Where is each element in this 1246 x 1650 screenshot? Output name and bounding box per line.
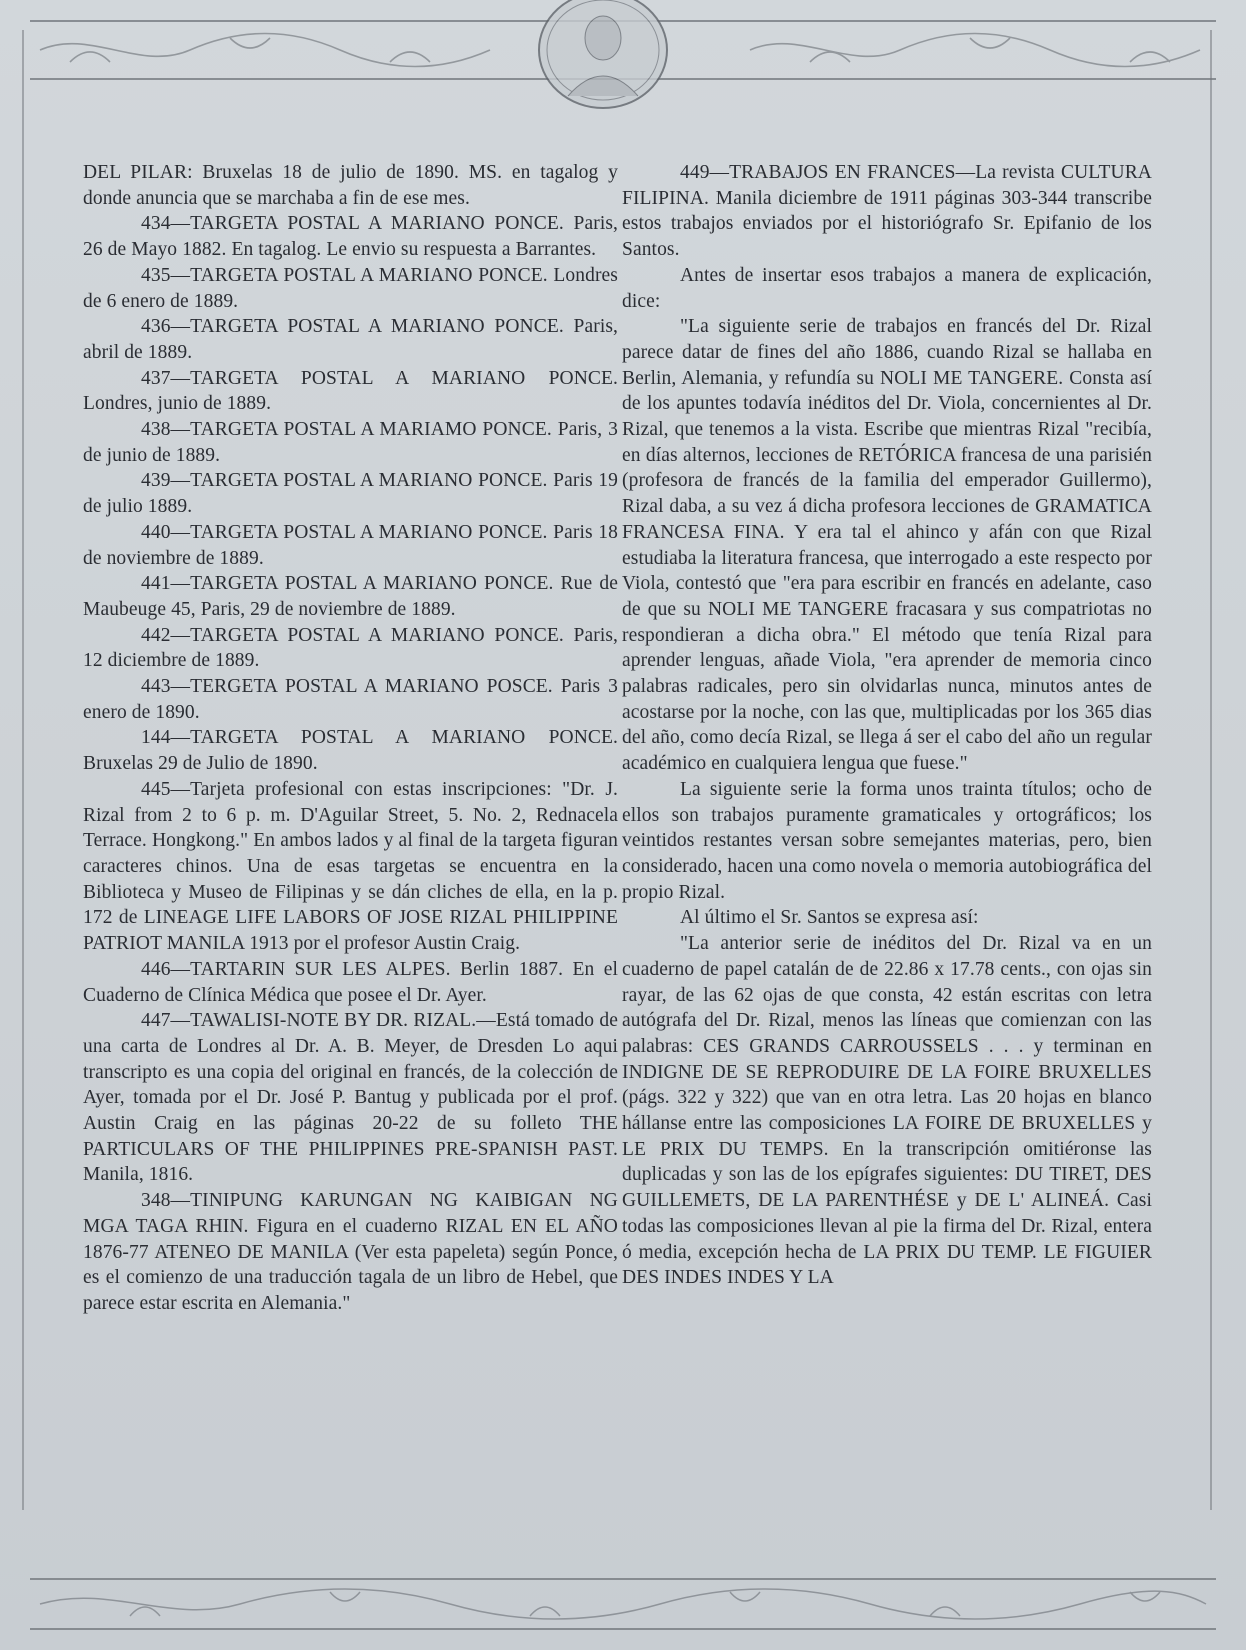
body-paragraph: La siguiente serie la forma unos trainta títulos; ocho de ellos son trabajos puramente gramaticales y ortográficos; los veintidos restantes versan sobre semejantes materias, pero, bien considerado, hacen una como novela o memoria autobiográfica del propio Rizal. (622, 778, 1152, 903)
entry-paragraph: 436—TARGETA POSTAL A MARIANO PONCE. Paris, abril de 1889. (83, 316, 618, 363)
entry-paragraph: 447—TAWALISI-NOTE BY DR. RIZAL.—Está tomado de una carta de Londres al Dr. A. B. Meyer, de Dresden Lo aqui transcripto es una copia del original en francés, de la colección de Ayer, tomada por el Dr. José P. Bantug y publicada por el prof. Austin Craig en las páginas 20-22 de su folleto THE PARTICULARS OF THE PHILIPPINES PRE-SPANISH PAST. Manila, 1816. (83, 1010, 618, 1186)
quote-paragraph: "La anterior serie de inéditos del Dr. Rizal va en un cuaderno de papel catalán de de 22.86 x 17.78 cents., con ojas sin rayar, de las 62 ojas de que consta, 42 están escritas con letra autógrafa del Dr. Rizal, menos las líneas que comienzan con las palabras: CES GRANDS CARROUSSELS . . . y terminan en INDIGNE DE SE REPRODUIRE DE LA FOIRE BRUXELLES (págs. 322 y 322) que van en otra letra. Las 20 hojas en blanco hállanse entre las composiciones LA FOIRE DE BRUXELLES y LE PRIX DU TEMPS. En la transcripción omitiéronse las duplicadas y son las de los epígrafes siguientes: DU TIRET, DES GUILLEMETS, DE LA PARENTHÉSE y DE L' ALINEÁ. Casi todas las composiciones llevan al pie la firma del Dr. Rizal, entera ó media, excepción hecha de LA PRIX DU TEMP. LE FIGUIER DES INDES INDES Y LA (622, 933, 1152, 1289)
body-paragraph: Al último el Sr. Santos se expresa así: (680, 907, 979, 929)
quote-paragraph: "La siguiente serie de trabajos en francés del Dr. Rizal parece datar de fines del año 1886, cuando Rizal se hallaba en Berlin, Alemania, y refundía su NOLI ME TANGERE. Consta así de los apuntes todavía inéditos del Dr. Viola, concernientes al Dr. Rizal, que tenemos a la vista. Escribe que mientras Rizal "recibía, en días alternos, lecciones de RETÓRICA francesa de una parisién (profesora de francés de la familia del emperador Guillermo), Rizal daba, a su vez á dicha profesora lecciones de GRAMATICA FRANCESA FINA. Y era tal el ahinco y afán con que Rizal estudiaba la literatura francesa, que interrogado a este respecto por Viola, contestó que "era para escribir en francés en adelante, caso de que su NOLI ME TANGERE fracasara y sus compatriotas no respondieran a dicha obra." El método que tenía Rizal para aprender lenguas, añade Viola, "era aprender de memoria cinco palabras radicales, pero sin olvidarlas nunca, minutos antes de acostarse por la noche, con las que, multiplicadas por los 365 dias del año, como decía Rizal, se llega á ser el cabo del año un regular académico en cualquiera lengua que fuese." (622, 316, 1152, 775)
entry-paragraph: 441—TARGETA POSTAL A MARIANO PONCE. Rue de Maubeuge 45, Paris, 29 de noviembre de 1889. (83, 573, 618, 620)
entry-paragraph: 434—TARGETA POSTAL A MARIANO PONCE. Paris, 26 de Mayo 1882. En tagalog. Le envio su respuesta a Barrantes. (83, 213, 618, 261)
entry-paragraph: DEL PILAR: Bruxelas 18 de julio de 1890. MS. en tagalog y donde anuncia que se marchaba a fin de ese mes. (83, 162, 618, 209)
entry-paragraph: 442—TARGETA POSTAL A MARIANO PONCE. Paris, 12 diciembre de 1889. (83, 624, 618, 672)
entry-paragraph: 438—TARGETA POSTAL A MARIAMO PONCE. Paris, 3 de junio de 1889. (83, 419, 618, 466)
body-paragraph: Antes de insertar esos trabajos a manera de explicación, dice: (622, 264, 1152, 312)
entry-paragraph: 439—TARGETA POSTAL A MARIANO PONCE. Paris 19 de julio 1889. (83, 470, 618, 518)
entry-paragraph: 446—TARTARIN SUR LES ALPES. Berlin 1887. En el Cuaderno de Clínica Médica que posee el Dr. Ayer. (83, 958, 618, 1006)
bottom-ornament-border (30, 1578, 1216, 1630)
entry-paragraph: 443—TERGETA POSTAL A MARIANO POSCE. Paris 3 enero de 1890. (83, 676, 618, 723)
entry-paragraph: 144—TARGETA POSTAL A MARIANO PONCE. Bruxelas 29 de Julio de 1890. (83, 727, 618, 775)
portrait-medallion (528, 0, 678, 118)
entry-paragraph: 449—TRABAJOS EN FRANCES—La revista CULTURA FILIPINA. Manila diciembre de 1911 páginas 303-344 transcribe estos trabajos enviados por el historiógrafo Sr. Epifanio de los Santos. (622, 162, 1152, 261)
left-border-line (22, 30, 24, 1510)
left-text-column (83, 160, 618, 1317)
entry-paragraph: 435—TARGETA POSTAL A MARIANO PONCE. Londres de 6 enero de 1889. (83, 264, 618, 312)
right-text-column (622, 160, 1152, 1291)
entry-paragraph: 348—TINIPUNG KARUNGAN NG KAIBIGAN NG MGA TAGA RHIN. Figura en el cuaderno RIZAL EN EL AÑO 1876-77 ATENEO DE MANILA (Ver esta papeleta) según Ponce, es el comienzo de una traducción tagala de un libro de Hebel, que parece estar escrita en Alemania." (83, 1190, 618, 1314)
leaf-ornament-icon (30, 1580, 1216, 1628)
entry-paragraph: 445—Tarjeta profesional con estas inscripciones: "Dr. J. Rizal from 2 to 6 p. m. D'Aguilar Street, 5. No. 2, Rednacela Terrace. Hongkong." En ambos lados y al final de la targeta figuran caracteres chinos. Una de esas targetas se encuentra en la Biblioteca y Museo de Filipinas y se dán cliches de ella, en la p. 172 de LINEAGE LIFE LABORS OF JOSE RIZAL PHILIPPINE PATRIOT MANILA 1913 por el profesor Austin Craig. (83, 778, 618, 955)
right-border-line (1210, 30, 1212, 1510)
entry-paragraph: 437—TARGETA POSTAL A MARIANO PONCE. Londres, junio de 1889. (83, 367, 618, 415)
entry-paragraph: 440—TARGETA POSTAL A MARIANO PONCE. Paris 18 de noviembre de 1889. (83, 521, 618, 569)
